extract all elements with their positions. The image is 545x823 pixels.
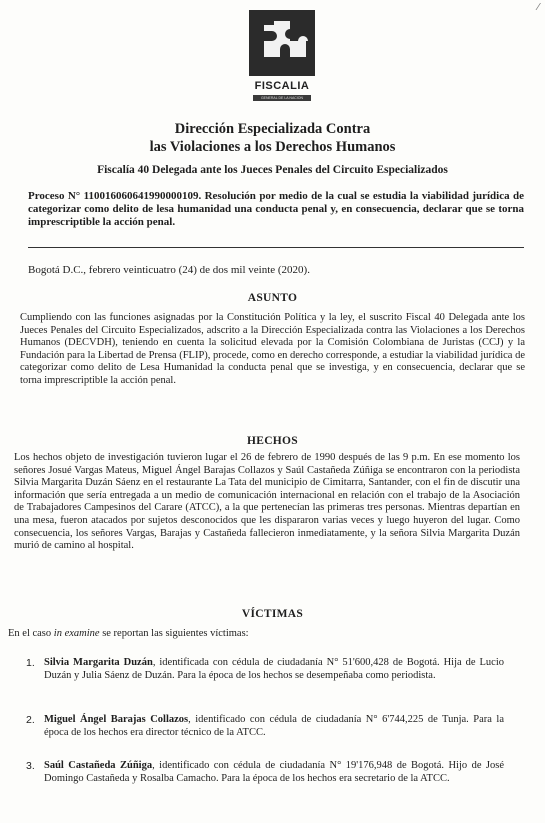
corner-pen-mark: ⁄ <box>537 2 539 13</box>
victim-number: 1. <box>26 657 35 669</box>
victim-name: Saúl Castañeda Zúñiga <box>44 760 153 771</box>
victim-number: 3. <box>26 760 35 772</box>
asunto-paragraph: Cumpliendo con las funciones asignadas por la Constitución Política y la ley, el suscrito Fiscal 40 Delegada ante los Jueces Penales del Circuito Especializados, adscrito a la Dirección Especializada contra las Violaciones a los Derechos Humanos (DECVDH), teniendo en cuenta la solicitud elevada por la Comisión Colombiana de Juristas (CCJ) y la Fundación para la Libertad de Prensa (FLIP), procede, como en derecho corresponde, a estudiar la viabilidad jurídica de categorizar como delito de Lesa Humanidad la conducta penal que se investiga, y en consecuencia, declarar que se torna imprescriptible la acción penal. <box>20 312 525 386</box>
victim-name: Silvia Margarita Duzán <box>44 657 153 668</box>
divider <box>28 247 524 248</box>
victim-number: 2. <box>26 714 35 726</box>
victim-details: , identificada con cédula de ciudadanía N° 51'600,428 de Bogotá. Hija de Lucio Duzán y Julia Sáenz de Duzán. Para la época de los hechos se desempeñaba como periodista. <box>44 657 504 681</box>
puzzle-piece-icon <box>249 10 315 76</box>
intro-text-italic: in examine <box>53 628 100 639</box>
victimas-intro <box>8 628 249 639</box>
intro-text-end: se reportan las siguientes víctimas: <box>99 628 249 639</box>
asunto-heading: ASUNTO <box>247 292 298 304</box>
title-line-1: Dirección Especializada Contra <box>174 121 371 137</box>
victimas-heading: VÍCTIMAS <box>241 608 304 620</box>
logo-wordmark: FISCALIA <box>254 80 310 92</box>
hechos-heading: HECHOS <box>246 435 298 447</box>
logo-tagline: GENERAL DE LA NACION <box>253 95 311 101</box>
victim-details: , identificado con cédula de ciudadanía N° 6'744,225 de Tunja. Para la época de los hechos era director técnico de la ATCC. <box>44 714 505 738</box>
victim-item <box>26 657 504 682</box>
victim-item <box>26 714 505 739</box>
process-statement: Proceso N° 110016060641990000109. Resolución por medio de la cual se estudia la viabilidad jurídica de categorizar como delito de lesa humanidad una conducta penal y, en consecuencia, declarar que se torna imprescriptible la acción penal. <box>28 190 524 228</box>
victim-item <box>26 760 505 785</box>
victim-details: , identificado con cédula de ciudadanía N° 19'176,948 de Bogotá. Hijo de José Domingo Castañeda y Rosalba Camacho. Para la época de los hechos era secretario de la ATCC. <box>44 760 505 784</box>
title-line-2: las Violaciones a los Derechos Humanos <box>149 139 396 155</box>
fiscalia-logo <box>249 10 315 104</box>
document-date: Bogotá D.C., febrero veinticuatro (24) de dos mil veinte (2020). <box>28 264 310 276</box>
intro-text-start: En el caso <box>8 628 54 639</box>
victim-name: Miguel Ángel Barajas Collazos <box>44 714 189 725</box>
subtitle: Fiscalía 40 Delegada ante los Jueces Penales del Circuito Especializados <box>97 164 448 176</box>
hechos-paragraph: Los hechos objeto de investigación tuvieron lugar el 26 de febrero de 1990 después de las 9 p.m. En ese momento los señores Josué Vargas Mateus, Miguel Ángel Barajas Collazos y Saúl Castañeda Zúñiga se encontraron con la periodista Silvia Margarita Duzán Sáenz en el restaurante La Tata del municipio de Cimitarra, Santander, con el fin de discutir una información que sería entregada a un medio de comunicación internacional en relación con el trabajo de la Asociación de Trabajadores Campesinos del Carare (ATCC), a la que pertenecían las primeras tres personas. Mientras departían en una mesa, fueron atacados por sujetos desconocidos que les dispararon varias veces y luego huyeron del lugar. Como consecuencia, los señores Vargas, Barajas y Castañeda fallecieron inmediatamente, y la señora Silvia Margarita Duzán murió de camino al hospital. <box>14 452 520 552</box>
